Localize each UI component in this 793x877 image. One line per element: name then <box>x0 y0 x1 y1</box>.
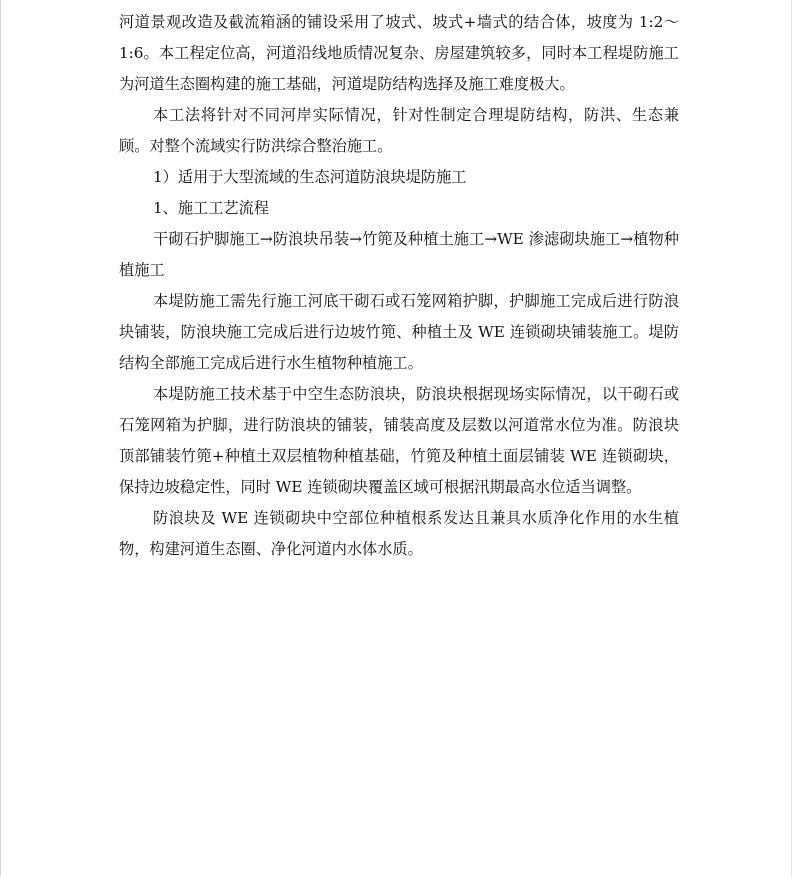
paragraph-planting: 防浪块及 WE 连锁砌块中空部位种植根系发达且兼具水质净化作用的水生植物，构建河道生态圈、净化河道内水体水质。 <box>119 509 679 558</box>
document-body <box>119 7 679 565</box>
paragraph-technical-basis: 本堤防施工技术基于中空生态防浪块，防浪块根据现场实际情况，以干砌石或石笼网箱为护脚，进行防浪块的铺装，铺装高度及层数以河道常水位为准。防浪块顶部铺装竹篼+种植土双层植物种植基础，竹篼及种植土面层铺装 WE 连锁砌块，保持边坡稳定性，同时 WE 连锁砌块覆盖区域可根据汛期最高水位适当调整。 <box>119 385 679 496</box>
paragraph-scope: 1）适用于大型流域的生态河道防浪块堤防施工 <box>153 168 467 186</box>
section-heading-process-flow: 1、施工工艺流程 <box>153 199 269 217</box>
paragraph-slope-design: 河道景观改造及截流箱涵的铺设采用了坡式、坡式+墙式的结合体，坡度为 1:2～1:6。本工程定位高，河道沿线地质情况复杂、房屋建筑较多，同时本工程堤防施工为河道生态圈构建的施工基础，河道堤防结构选择及施工难度极大。 <box>119 13 679 93</box>
paragraph-process-sequence: 干砌石护脚施工→防浪块吊装→竹篼及种植土施工→WE 渗滤砌块施工→植物种植施工 <box>119 230 679 279</box>
paragraph-method-overview: 本工法将针对不同河岸实际情况，针对性制定合理堤防结构，防洪、生态兼顾。对整个流域实行防洪综合整治施工。 <box>119 106 679 155</box>
paragraph-construction-order: 本堤防施工需先行施工河底干砌石或石笼网箱护脚，护脚施工完成后进行防浪块铺装，防浪块施工完成后进行边坡竹篼、种植土及 WE 连锁砌块铺装施工。堤防结构全部施工完成后进行水生植物种植施工。 <box>119 292 679 372</box>
